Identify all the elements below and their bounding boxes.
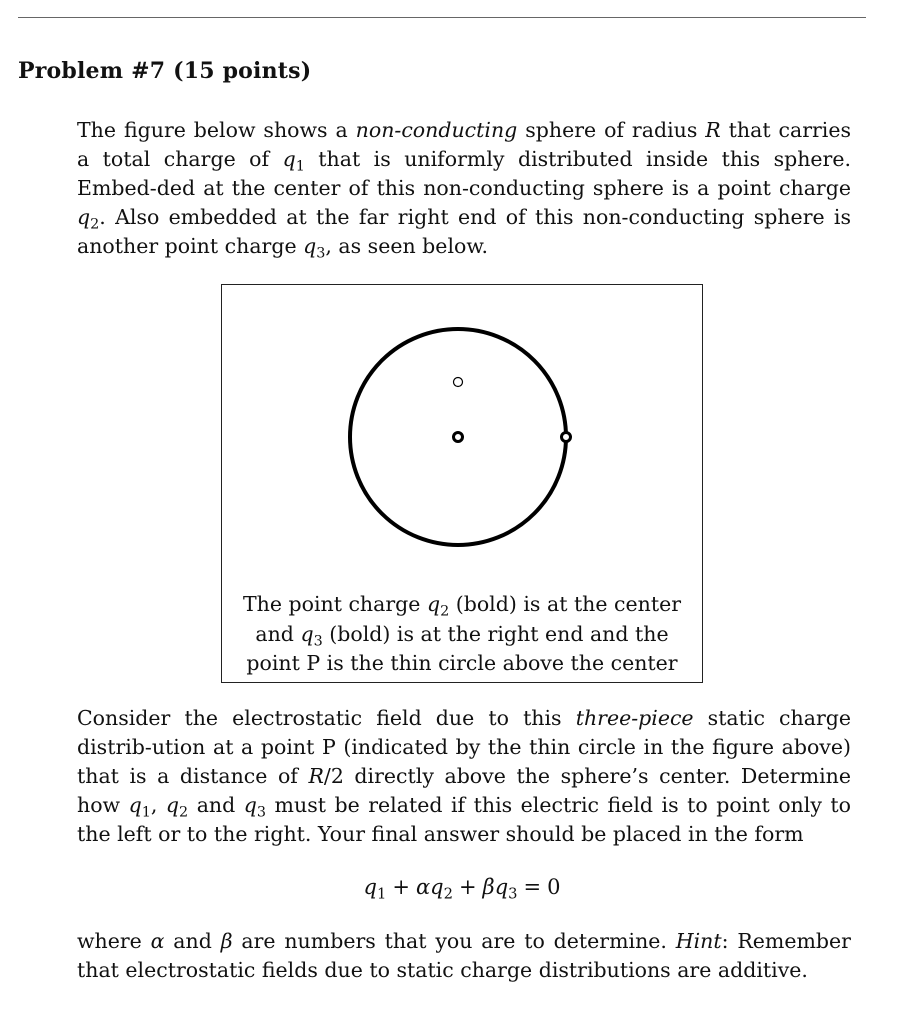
charge-q3-marker [562, 433, 571, 442]
consider-paragraph: Consider the electrostatic field due to this three-piece static charge distrib-ution at a point P (indicated by the thin circle in the figure above) that is a distance of R/2 directly above the sphere’s center. Determine how $q_1$, $q_2$ and $q_3$ must be related if this electric field is to point only to the left or to the right. Your final answer should be placed in the form [77, 706, 852, 846]
answer-form-equation: $q_1 + \alpha q_2 + \beta q_3 = 0$ [363, 875, 561, 903]
figure-caption [222, 590, 702, 679]
intro-paragraph: The figure below shows a non-conducting sphere of radius R that carries a total charge of $q_1$ that is uniformly distributed inside this sphere. Embed-ded at the center of this non-conducting sphere is a point charge $q_2$. Also embedded at the far right end of this non-conducting sphere is another point charge $q_3$, as seen below. [77, 118, 852, 262]
closing-paragraph: where α and β are numbers that you are to determine. Hint: Remember that electrostatic fields due to static charge distributions are additive. [77, 929, 851, 982]
caption-line-1: The point charge $q_2$ (bold) is at the center [242, 592, 682, 620]
problem-title: Problem #7 (15 points) [18, 58, 312, 84]
top-rule [18, 17, 866, 18]
caption-line-3: point P is the thin circle above the center [246, 651, 678, 675]
caption-line-2: and $q_3$ (bold) is at the right end and the [255, 621, 669, 649]
figure-frame [221, 284, 703, 683]
point-p-marker [454, 378, 463, 387]
charge-q2-marker [454, 433, 463, 442]
